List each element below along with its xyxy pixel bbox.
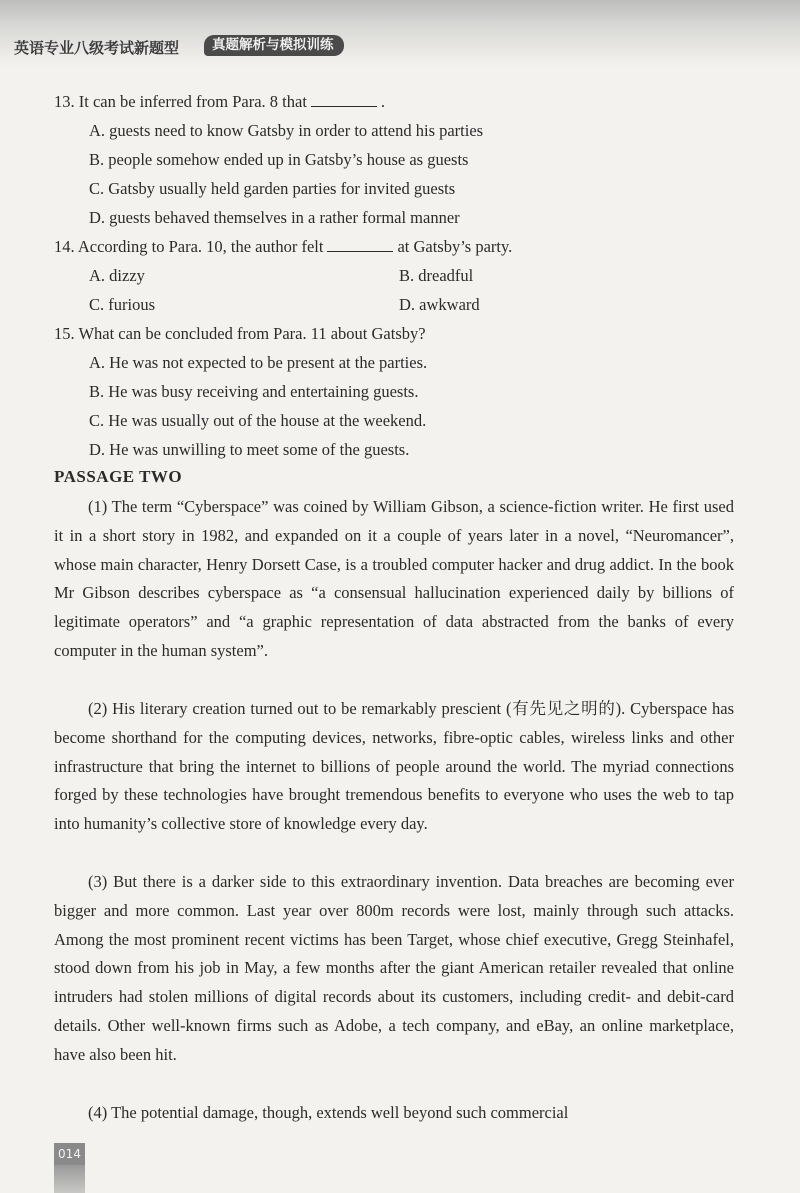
- option-13d: D. guests behaved themselves in a rather formal manner: [89, 208, 460, 227]
- question-stem: What can be concluded from Para. 11 about Gatsby?: [78, 324, 426, 343]
- paragraph-3: (3) But there is a darker side to this extraordinary invention. Data breaches are becoming ever bigger and more common. Last year over 800m records were lost, mainly through such attacks. Among the most prominent recent victims has been Target, whose chief executive, Gregg Steinhafel, stood down from his job in May, a few months after the giant American retailer revealed that online intruders had stolen millions of digital records about its customers, including credit- and debit-card details. Other well-known firms such as Adobe, a tech company, and eBay, an online marketplace, have also been hit.: [54, 872, 734, 1064]
- book-subtitle-badge: 真题解析与模拟训练: [204, 35, 344, 56]
- question-14: [54, 237, 512, 257]
- question-stem: According to Para. 10, the author felt: [77, 237, 324, 256]
- page-header: [0, 0, 800, 68]
- page-tab-strip: [54, 1165, 85, 1193]
- answer-blank: [327, 239, 393, 252]
- book-title: 英语专业八级考试新题型: [14, 39, 180, 57]
- option-13a: A. guests need to know Gatsby in order to attend his parties: [89, 121, 484, 140]
- option-14c: C. furious: [89, 295, 155, 314]
- option-15c: C. He was usually out of the house at the weekend.: [89, 411, 427, 430]
- paragraph-2: (2) His literary creation turned out to be remarkably prescient (有先见之明的). Cyberspace has become shorthand for the computing devices, networks, fibre-optic cables, wireless links and other infrastructure that bring the internet to billions of people around the world. The myriad connections forged by these technologies have brought tremendous benefits to everyone who uses the web to tap into humanity’s collective store of knowledge every day.: [54, 699, 734, 834]
- question-stem-end: at Gatsby’s party.: [397, 237, 513, 256]
- question-number: 14.: [54, 237, 75, 256]
- option-13b: B. people somehow ended up in Gatsby’s house as guests: [89, 150, 469, 169]
- passage-title: PASSAGE TWO: [54, 467, 183, 486]
- option-14b: B. dreadful: [399, 266, 474, 285]
- question-number: 13.: [54, 92, 75, 111]
- option-14a: A. dizzy: [89, 266, 145, 285]
- question-stem: It can be inferred from Para. 8 that: [78, 92, 307, 111]
- question-15: [54, 324, 426, 344]
- question-stem-end: .: [380, 92, 386, 111]
- option-13c: C. Gatsby usually held garden parties for invited guests: [89, 179, 456, 198]
- option-14d: D. awkward: [399, 295, 480, 314]
- question-number: 15.: [54, 324, 75, 343]
- paragraph-1: (1) The term “Cyberspace” was coined by William Gibson, a science-fiction writer. He first used it in a short story in 1982, and expanded on it a couple of years later in a novel, “Neuromancer”, whose main character, Henry Dorsett Case, is a troubled computer hacker and drug addict. In the book Mr Gibson describes cyberspace as “a consensual hallucination experienced daily by billions of legitimate operators” and “a graphic representation of data abstracted from the banks of every computer in the human system”.: [54, 497, 734, 660]
- option-15a: A. He was not expected to be present at the parties.: [89, 353, 428, 372]
- question-13: [54, 92, 385, 112]
- paragraph-4: (4) The potential damage, though, extends well beyond such commercial: [88, 1103, 569, 1122]
- page-number: 014: [54, 1143, 85, 1165]
- option-15b: B. He was busy receiving and entertaining guests.: [89, 382, 419, 401]
- answer-blank: [311, 94, 377, 107]
- option-15d: D. He was unwilling to meet some of the guests.: [89, 440, 410, 459]
